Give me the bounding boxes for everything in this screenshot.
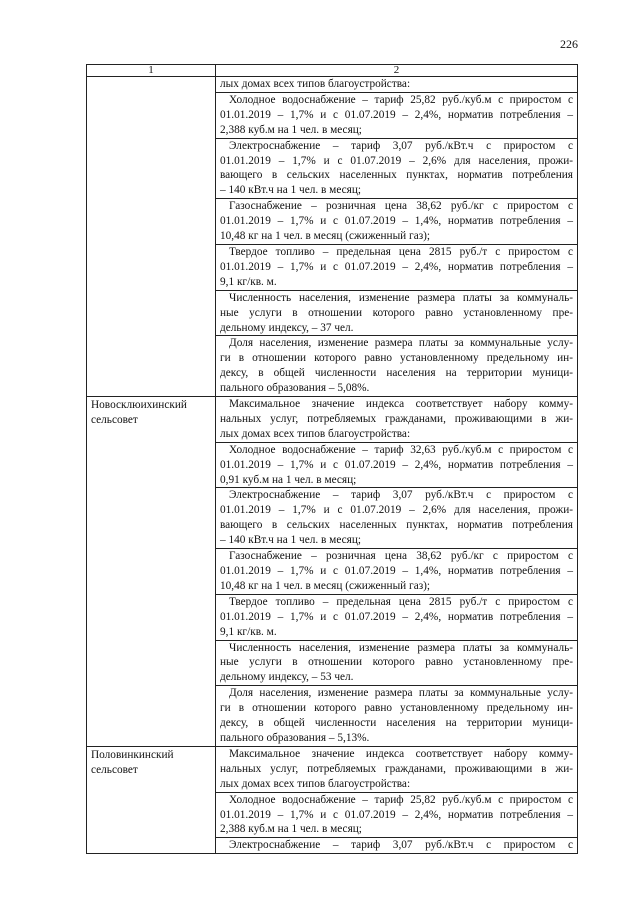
municipality-name-cell	[87, 746, 216, 853]
page-number: 226	[560, 37, 578, 51]
text-line: Электроснабжение – тариф 3,07 руб./кВт.ч с приростом с	[229, 139, 573, 152]
municipal-index-table	[86, 64, 578, 854]
text-line: 01.01.2019 – 1,7% и с 01.07.2019 – 1,4%, норматив потребления –	[220, 565, 573, 577]
text-line: 01.01.2019 – 1,7% и с 01.07.2019 – 2,4%, норматив потребления –	[220, 808, 573, 821]
text-line: 01.01.2019 – 1,7% и с 01.07.2019 – 1,4%, норматив потребления –	[220, 215, 573, 228]
text-line: нальных услуг, потребляемых гражданами, проживающими в жи-	[220, 762, 573, 775]
text-line: Твердое топливо – предельная цена 2815 руб./т с приростом с	[229, 245, 573, 258]
text-line: Твердое топливо – предельная цена 2815 руб./т с приростом с	[229, 595, 573, 608]
text-line: 01.01.2019 – 1,7% и с 01.07.2019 – 2,6% для населения, прожи-	[220, 504, 573, 517]
text-line: пального образования – 5,08%.	[220, 382, 370, 395]
text-line: Доля населения, изменение размера платы за коммунальные услу-	[229, 687, 573, 700]
text-line: 2,388 куб.м на 1 чел. в месяц;	[220, 123, 362, 136]
text-line: Холодное водоснабжение – тариф 25,82 руб./куб.м с приростом с	[229, 793, 573, 806]
text-line: 01.01.2019 – 1,7% и с 01.07.2019 – 2,4%, норматив потребления –	[220, 260, 573, 273]
description-paragraph	[216, 397, 577, 442]
text-line: дельному индексу, – 37 чел.	[220, 321, 354, 334]
text-line: Холодное водоснабжение – тариф 32,63 руб./куб.м с приростом с	[229, 443, 573, 456]
municipality-name-line: Половинкинский	[91, 748, 174, 761]
description-paragraph	[216, 837, 577, 853]
text-line: вающего в сельских населенных пунктах, норматив потребления	[220, 169, 573, 182]
text-line: 01.01.2019 – 1,7% и с 01.07.2019 – 2,6% для населения, прожи-	[220, 154, 573, 167]
text-line: лых домах всех типов благоустройства:	[220, 427, 411, 440]
description-paragraph	[216, 594, 577, 640]
text-line: дельному индексу, – 53 чел.	[220, 671, 354, 684]
text-line: 10,48 кг на 1 чел. в месяц (сжиженный газ);	[220, 230, 431, 243]
text-line: 0,91 куб.м на 1 чел. в месяц;	[220, 473, 357, 486]
description-paragraph	[216, 640, 577, 686]
text-line: Доля населения, изменение размера платы за коммунальные услу-	[229, 337, 573, 350]
municipality-name-line: сельсовет	[91, 413, 138, 426]
municipality-name-cell	[87, 77, 216, 397]
text-line: 10,48 кг на 1 чел. в месяц (сжиженный газ);	[220, 579, 431, 592]
municipality-name-cell	[87, 397, 216, 747]
text-line: 9,1 кг/кв. м.	[220, 625, 277, 638]
column-2-header: 2	[216, 65, 578, 77]
text-line: Численность населения, изменение размера платы за коммуналь-	[229, 291, 573, 304]
text-line: 9,1 кг/кв. м.	[220, 275, 277, 288]
description-paragraph	[216, 747, 577, 792]
description-paragraph	[216, 198, 577, 244]
municipality-name-line: Новосклюихинский	[91, 399, 187, 412]
table-row	[87, 397, 578, 747]
text-line: Электроснабжение – тариф 3,07 руб./кВт.ч с приростом с	[229, 489, 573, 502]
text-line: Электроснабжение – тариф 3,07 руб./кВт.ч с приростом с	[229, 839, 573, 852]
table-row	[87, 77, 578, 397]
text-line: – 140 кВт.ч на 1 чел. в месяц;	[220, 534, 362, 547]
text-line: Холодное водоснабжение – тариф 25,82 руб./куб.м с приростом с	[229, 93, 573, 106]
text-line: ные услуги в отношении которого равно установленному пре-	[220, 656, 573, 669]
text-line: Газоснабжение – розничная цена 38,62 руб./кг с приростом с	[229, 200, 573, 213]
description-paragraph	[216, 548, 577, 594]
text-line: нальных услуг, потребляемых гражданами, проживающими в жи-	[220, 412, 573, 425]
municipality-name-line: сельсовет	[91, 763, 138, 776]
description-paragraph	[216, 77, 577, 92]
text-line: Максимальное значение индекса соответствует набору комму-	[229, 747, 573, 760]
column-1-header: 1	[87, 65, 216, 77]
text-line: лых домах всех типов благоустройства:	[220, 777, 411, 790]
text-line: 01.01.2019 – 1,7% и с 01.07.2019 – 2,4%, норматив потребления –	[220, 610, 573, 623]
description-paragraph	[216, 685, 577, 746]
text-line: ги в отношении которого равно установленному предельному ин-	[220, 352, 573, 365]
text-line: дексу, в общей численности населения на территории муници-	[220, 367, 573, 380]
description-paragraph	[216, 138, 577, 199]
text-line: ные услуги в отношении которого равно установленному пре-	[220, 306, 573, 319]
description-paragraph	[216, 244, 577, 290]
description-paragraph	[216, 442, 577, 488]
description-paragraph	[216, 487, 577, 548]
text-line: пального образования – 5,13%.	[220, 731, 370, 744]
text-line: – 140 кВт.ч на 1 чел. в месяц;	[220, 184, 362, 197]
text-line: Максимальное значение индекса соответствует набору комму-	[229, 398, 573, 411]
index-description-cell	[216, 77, 578, 397]
index-description-cell	[216, 397, 578, 747]
text-line: 01.01.2019 – 1,7% и с 01.07.2019 – 2,4%, норматив потребления –	[220, 458, 573, 471]
text-line: вающего в сельских населенных пунктах, норматив потребления	[220, 519, 573, 532]
description-paragraph	[216, 335, 577, 396]
description-paragraph	[216, 792, 577, 838]
text-line: дексу, в общей численности населения на территории муници-	[220, 717, 573, 730]
description-paragraph	[216, 92, 577, 138]
table-row	[87, 746, 578, 853]
text-line: Численность населения, изменение размера платы за коммуналь-	[229, 641, 573, 654]
index-description-cell	[216, 746, 578, 853]
table-header-row	[87, 65, 578, 77]
text-line: 2,388 куб.м на 1 чел. в месяц;	[220, 823, 362, 836]
text-line: ги в отношении которого равно установленному предельному ин-	[220, 702, 573, 715]
description-paragraph	[216, 290, 577, 336]
text-line: лых домах всех типов благоустройства:	[220, 78, 411, 90]
text-line: Газоснабжение – розничная цена 38,62 руб./кг с приростом с	[229, 550, 573, 563]
text-line: 01.01.2019 – 1,7% и с 01.07.2019 – 2,4%, норматив потребления –	[220, 108, 573, 121]
